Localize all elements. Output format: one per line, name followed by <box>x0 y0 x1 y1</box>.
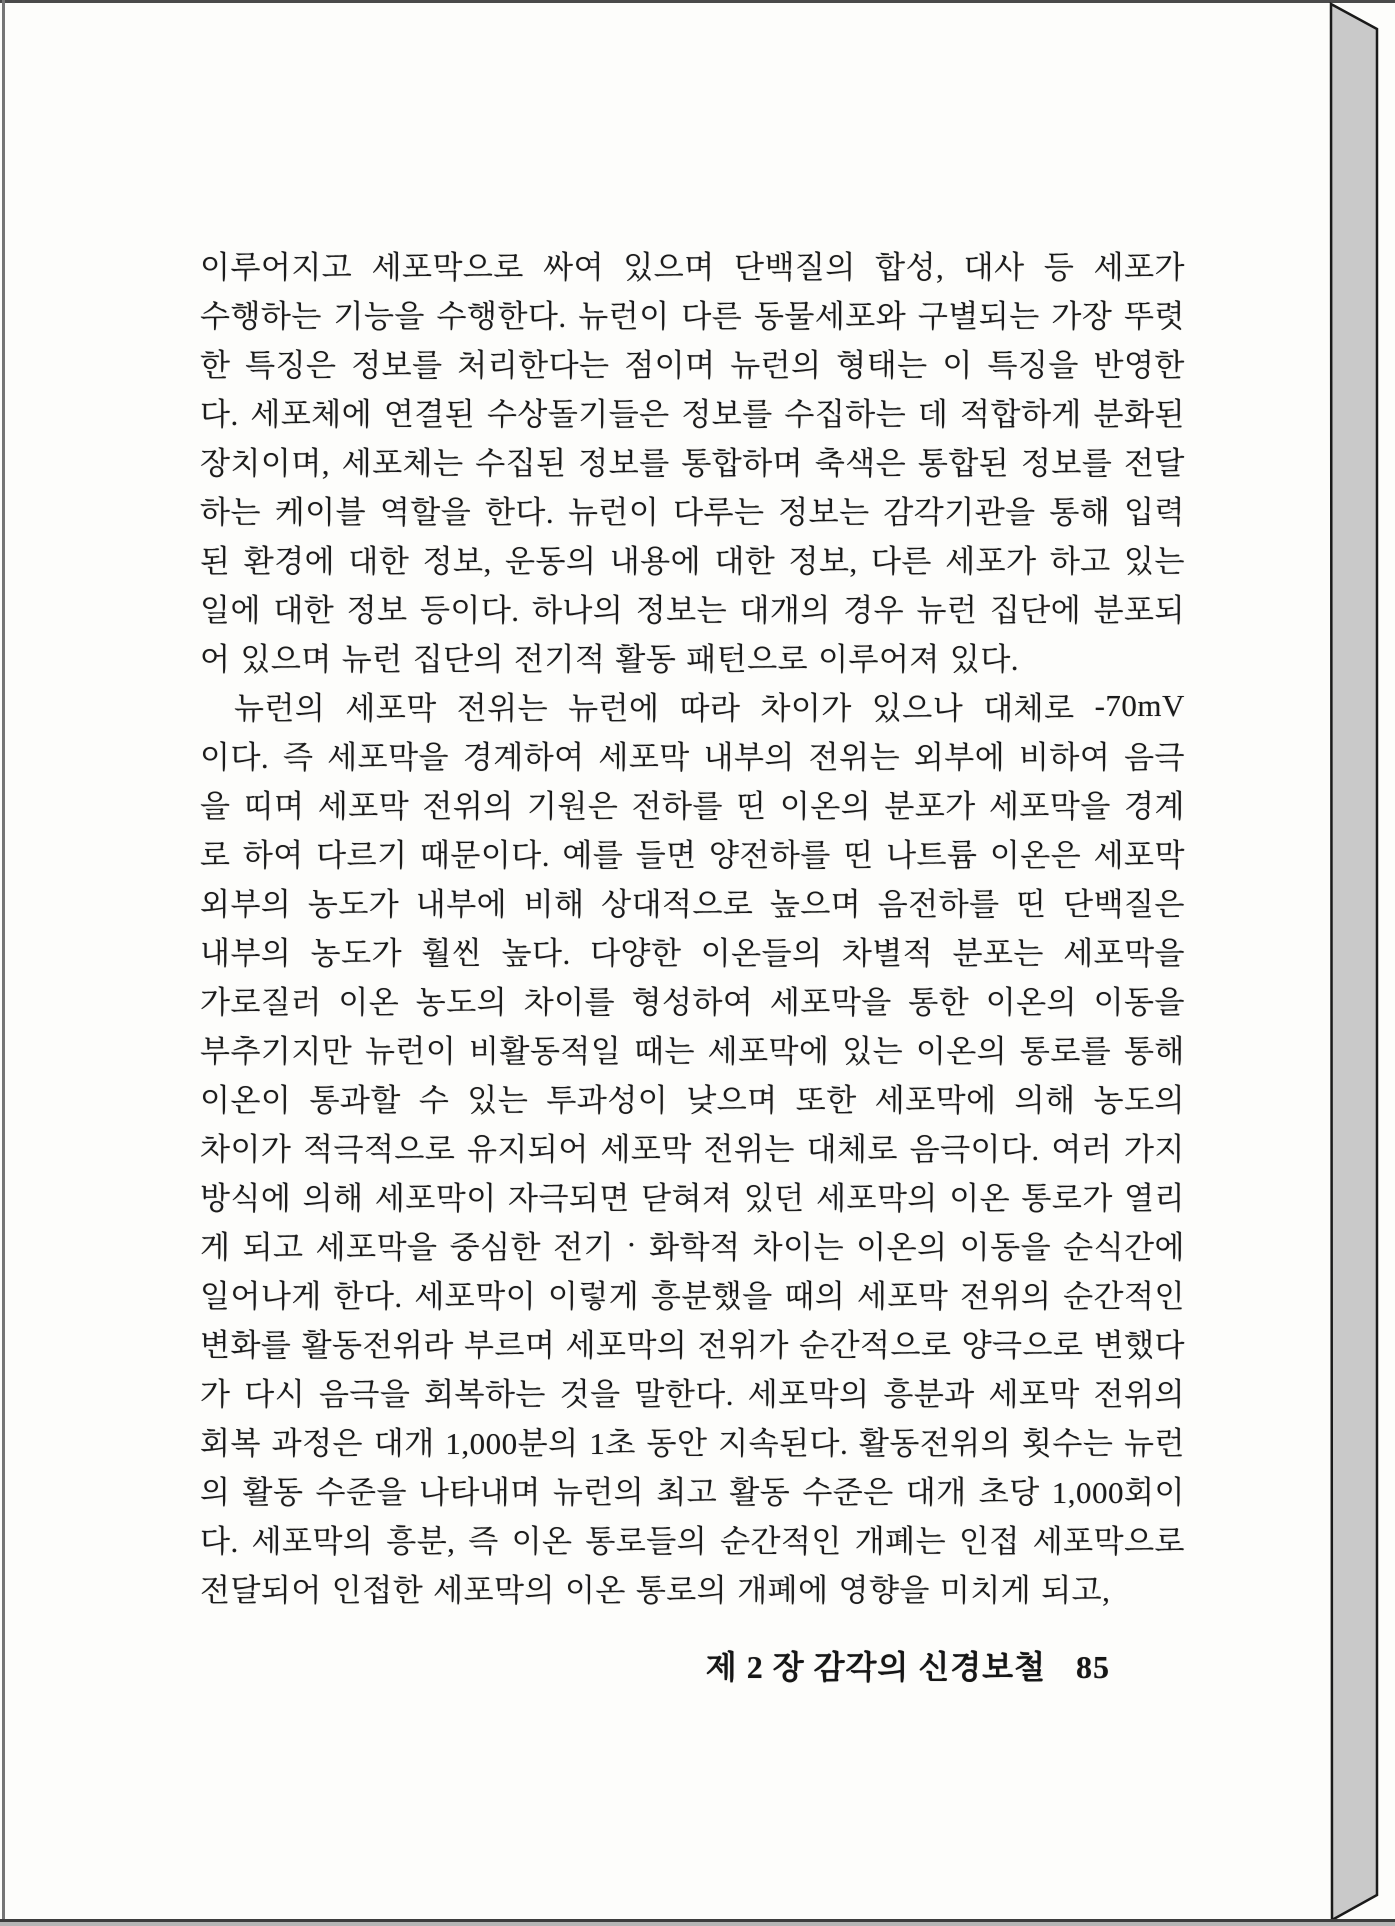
text-line: 가 다시 음극을 회복하는 것을 말한다. 세포막의 흥분과 세포막 전위의 <box>200 1377 1185 1412</box>
text-line: 장치이며, 세포체는 수집된 정보를 통합하며 축색은 통합된 정보를 전달 <box>200 446 1185 481</box>
text-line: 가로질러 이온 농도의 차이를 형성하여 세포막을 통한 이온의 이동을 <box>200 985 1185 1020</box>
text-line: 한 특징은 정보를 처리한다는 점이며 뉴런의 형태는 이 특징을 반영한 <box>200 348 1185 383</box>
text-line: 다. 세포막의 흥분, 즉 이온 통로들의 순간적인 개폐는 인접 세포막으로 <box>200 1524 1185 1559</box>
page-footer <box>200 1642 1110 1688</box>
text-line: 수행하는 기능을 수행한다. 뉴런이 다른 동물세포와 구별되는 가장 뚜렷 <box>200 299 1185 334</box>
text-line: 다. 세포체에 연결된 수상돌기들은 정보를 수집하는 데 적합하게 분화된 <box>200 397 1185 432</box>
text-line: 하는 케이블 역할을 한다. 뉴런이 다루는 정보는 감각기관을 통해 입력 <box>200 495 1185 530</box>
footer-chapter-title: 제 2 장 감각의 신경보철 <box>705 1649 1046 1685</box>
footer-page-number: 85 <box>1076 1649 1110 1685</box>
scan-frame-left <box>2 0 5 1926</box>
text-line: 일에 대한 정보 등이다. 하나의 정보는 대개의 경우 뉴런 집단에 분포되 <box>200 593 1185 628</box>
text-line: 로 하여 다르기 때문이다. 예를 들면 양전하를 띤 나트륨 이온은 세포막 <box>200 838 1185 873</box>
scan-frame-bottom-shadow <box>0 1922 1395 1926</box>
text-line: 차이가 적극적으로 유지되어 세포막 전위는 대체로 음극이다. 여러 가지 <box>200 1132 1185 1167</box>
text-line: 내부의 농도가 훨씬 높다. 다양한 이온들의 차별적 분포는 세포막을 <box>200 936 1185 971</box>
text-line: 을 띠며 세포막 전위의 기원은 전하를 띤 이온의 분포가 세포막을 경계 <box>200 789 1185 824</box>
text-line: 어 있으며 뉴런 집단의 전기적 활동 패턴으로 이루어져 있다. <box>200 642 1020 677</box>
text-line: 이온이 통과할 수 있는 투과성이 낮으며 또한 세포막에 의해 농도의 <box>200 1083 1185 1118</box>
text-line: 의 활동 수준을 나타내며 뉴런의 최고 활동 수준은 대개 초당 1,000회이 <box>200 1475 1185 1510</box>
text-line: 게 되고 세포막을 중심한 전기 · 화학적 차이는 이온의 이동을 순식간에 <box>200 1226 1185 1265</box>
text-line: 방식에 의해 세포막이 자극되면 닫혀져 있던 세포막의 이온 통로가 열리 <box>200 1181 1185 1216</box>
text-line: 회복 과정은 대개 1,000분의 1초 동안 지속된다. 활동전위의 횟수는 뉴런 <box>200 1426 1185 1461</box>
text-line: 된 환경에 대한 정보, 운동의 내용에 대한 정보, 다른 세포가 하고 있는 <box>200 544 1185 579</box>
text-line: 뉴런의 세포막 전위는 뉴런에 따라 차이가 있으나 대체로 -70mV <box>234 687 1185 726</box>
text-line: 변화를 활동전위라 부르며 세포막의 전위가 순간적으로 양극으로 변했다 <box>200 1328 1185 1363</box>
text-line: 일어나게 한다. 세포막이 이렇게 흥분했을 때의 세포막 전위의 순간적인 <box>200 1279 1185 1314</box>
text-line: 이다. 즉 세포막을 경계하여 세포막 내부의 전위는 외부에 비하여 음극 <box>200 740 1185 775</box>
text-line: 부추기지만 뉴런이 비활동적일 때는 세포막에 있는 이온의 통로를 통해 <box>200 1034 1185 1069</box>
text-line: 외부의 농도가 내부에 비해 상대적으로 높으며 음전하를 띤 단백질은 <box>200 887 1185 922</box>
text-line: 이루어지고 세포막으로 싸여 있으며 단백질의 합성, 대사 등 세포가 <box>200 250 1185 285</box>
scan-frame-top <box>0 0 1395 3</box>
text-line: 전달되어 인접한 세포막의 이온 통로의 개폐에 영향을 미치게 되고, <box>200 1573 1111 1608</box>
body-text <box>200 240 1185 1612</box>
